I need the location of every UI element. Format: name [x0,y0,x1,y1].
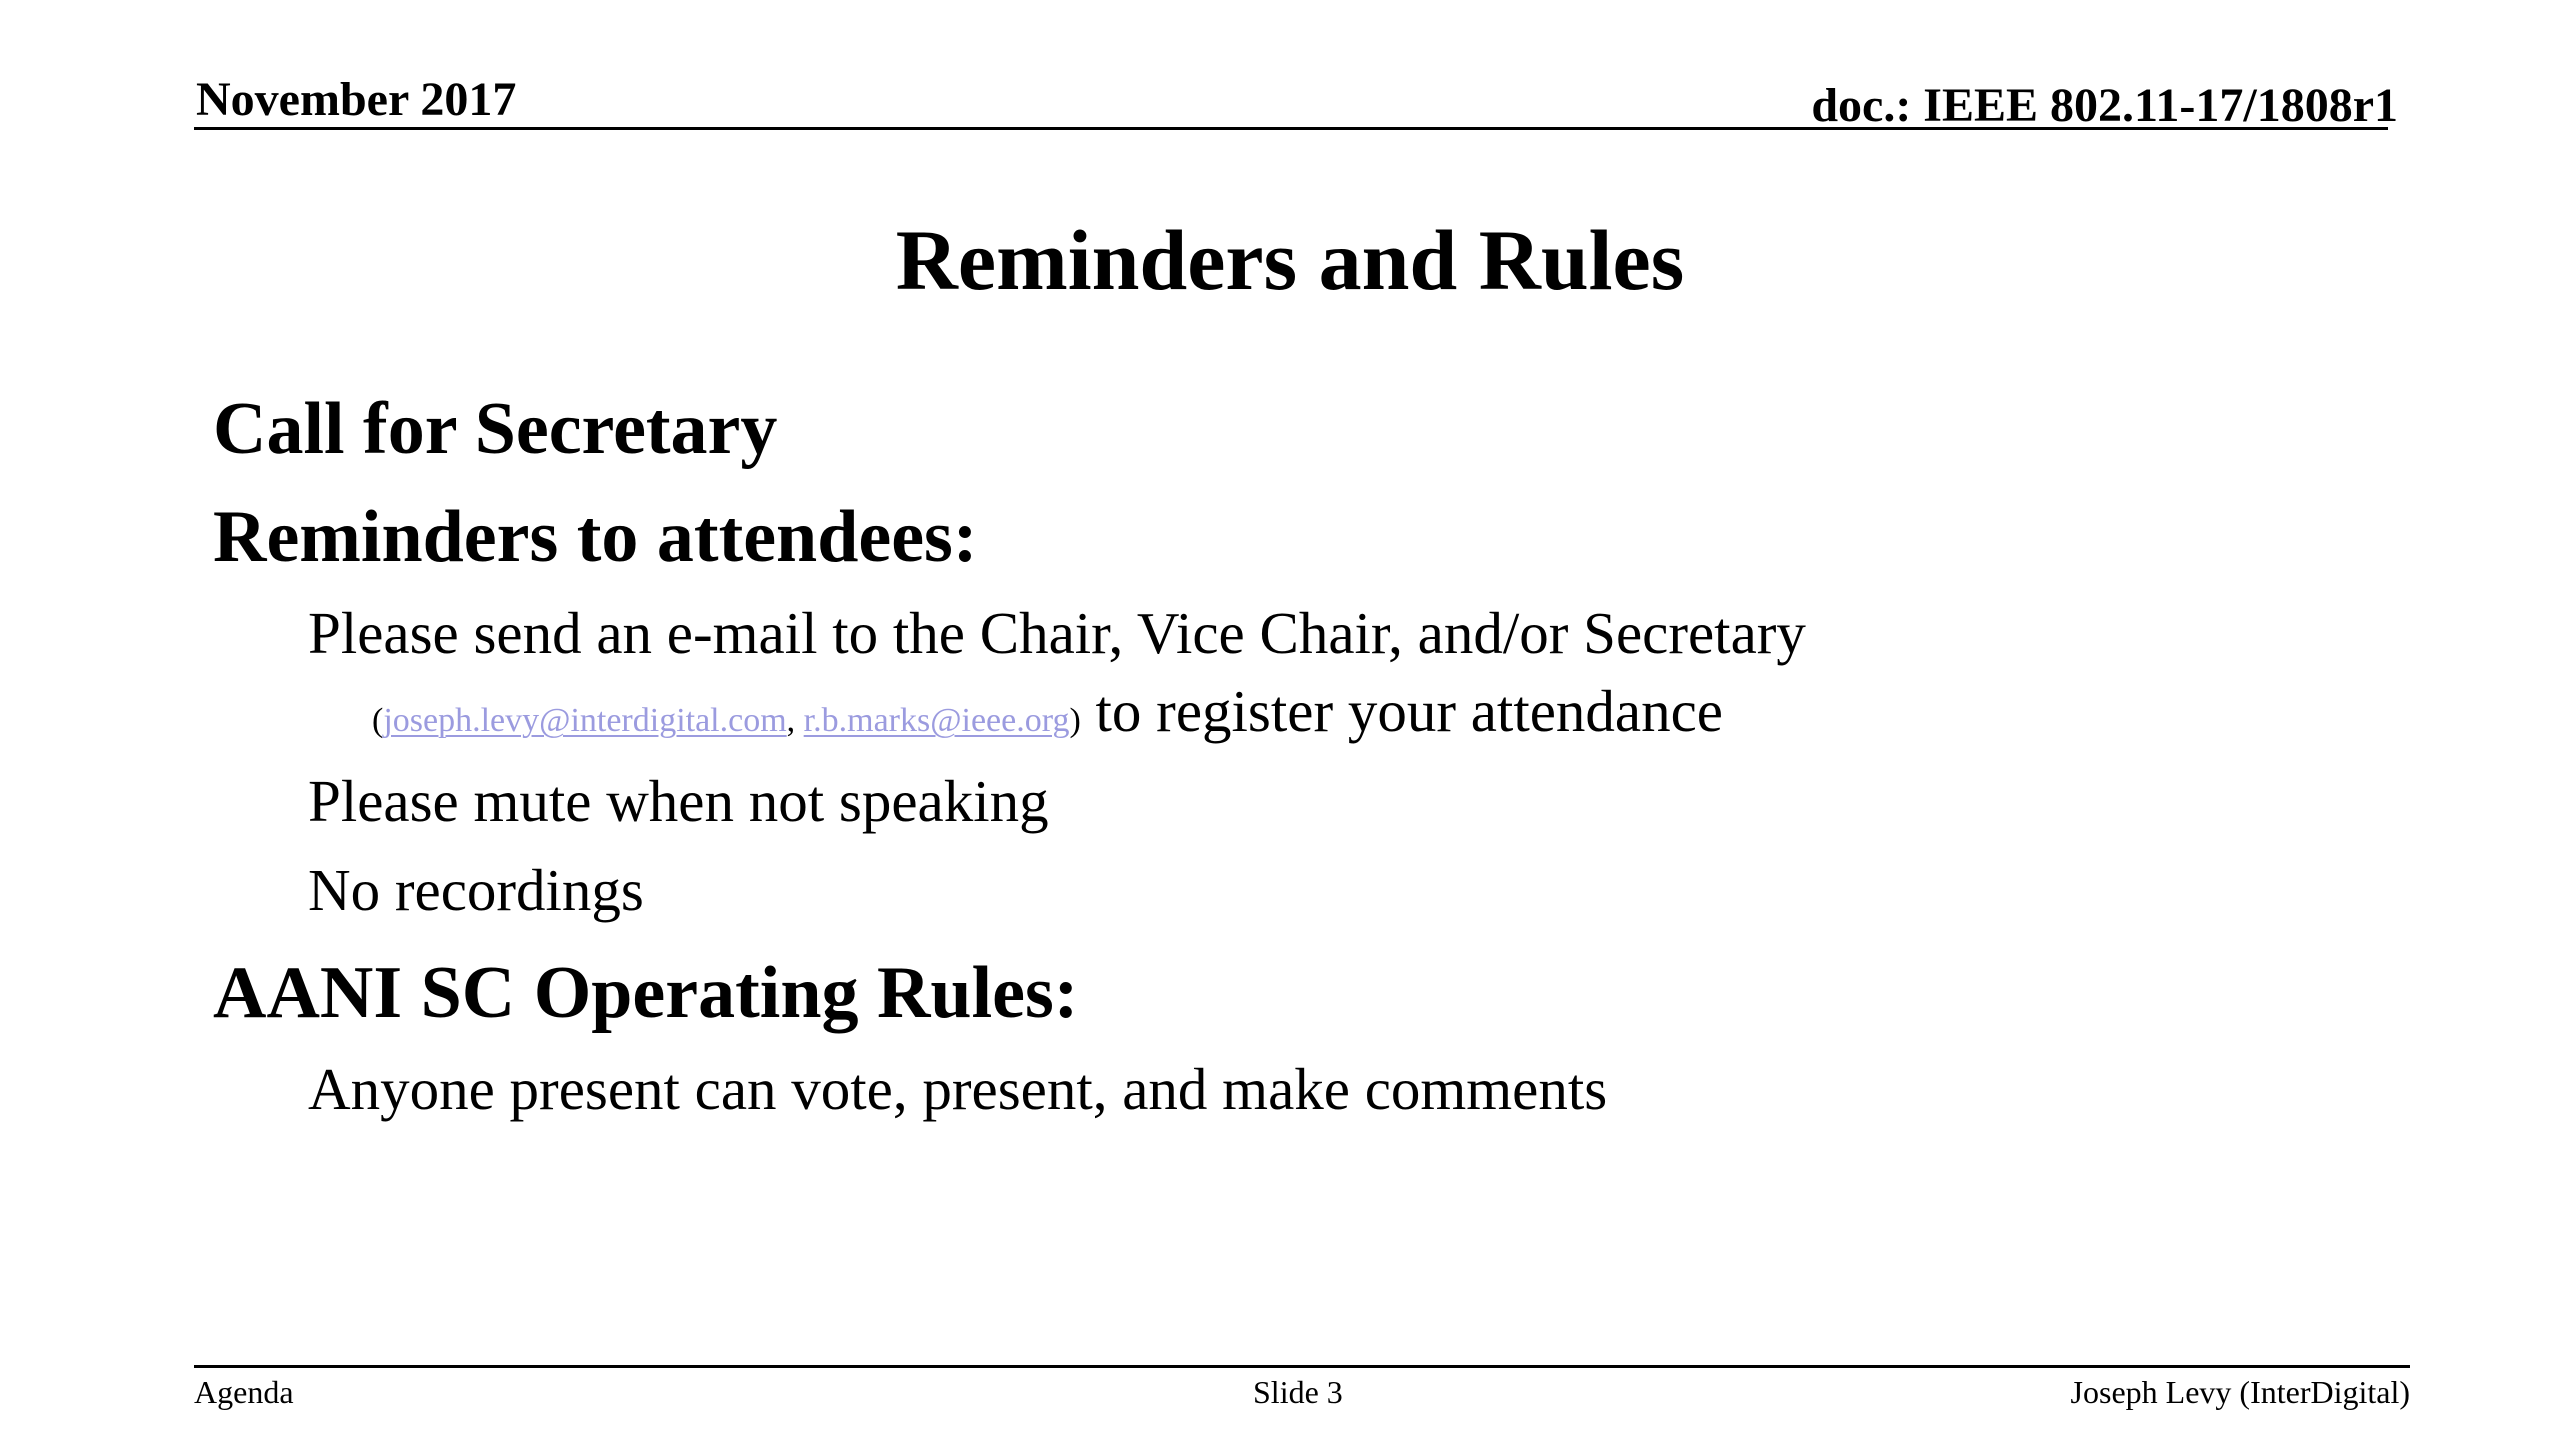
footer-author: Joseph Levy (InterDigital) [2070,1374,2410,1410]
header-doc-number: doc.: IEEE 802.11-17/1808r1 [1811,79,2398,132]
header-divider [194,127,2388,130]
bullet-reminders-heading: Reminders to attendees: [213,496,978,578]
register-attendance-text: to register your attendance [1080,678,1723,744]
header-date: November 2017 [196,73,517,126]
email-close-paren: ) [1069,702,1081,739]
reminder-mute: Please mute when not speaking [308,768,1049,834]
rule-anyone-present: Anyone present can vote, present, and make comments [308,1056,1608,1122]
footer-divider [194,1365,2410,1368]
reminder-email-line: Please send an e-mail to the Chair, Vice Chair, and/or Secretary [308,600,1806,666]
reminder-no-recordings: No recordings [308,857,644,923]
footer-slide-number: Slide 3 [1253,1374,1343,1410]
email-separator: , [786,702,804,739]
reminder-email-addresses-line [372,676,1723,756]
email-link-secretary[interactable]: r.b.marks@ieee.org [803,702,1070,739]
email-open-paren: ( [372,702,384,739]
bullet-call-for-secretary: Call for Secretary [213,388,778,470]
bullet-rules-heading: AANI SC Operating Rules: [213,952,1079,1034]
slide-title: Reminders and Rules [895,212,1685,308]
email-link-chair[interactable]: joseph.levy@interdigital.com [383,702,787,739]
footer-agenda: Agenda [194,1374,294,1410]
